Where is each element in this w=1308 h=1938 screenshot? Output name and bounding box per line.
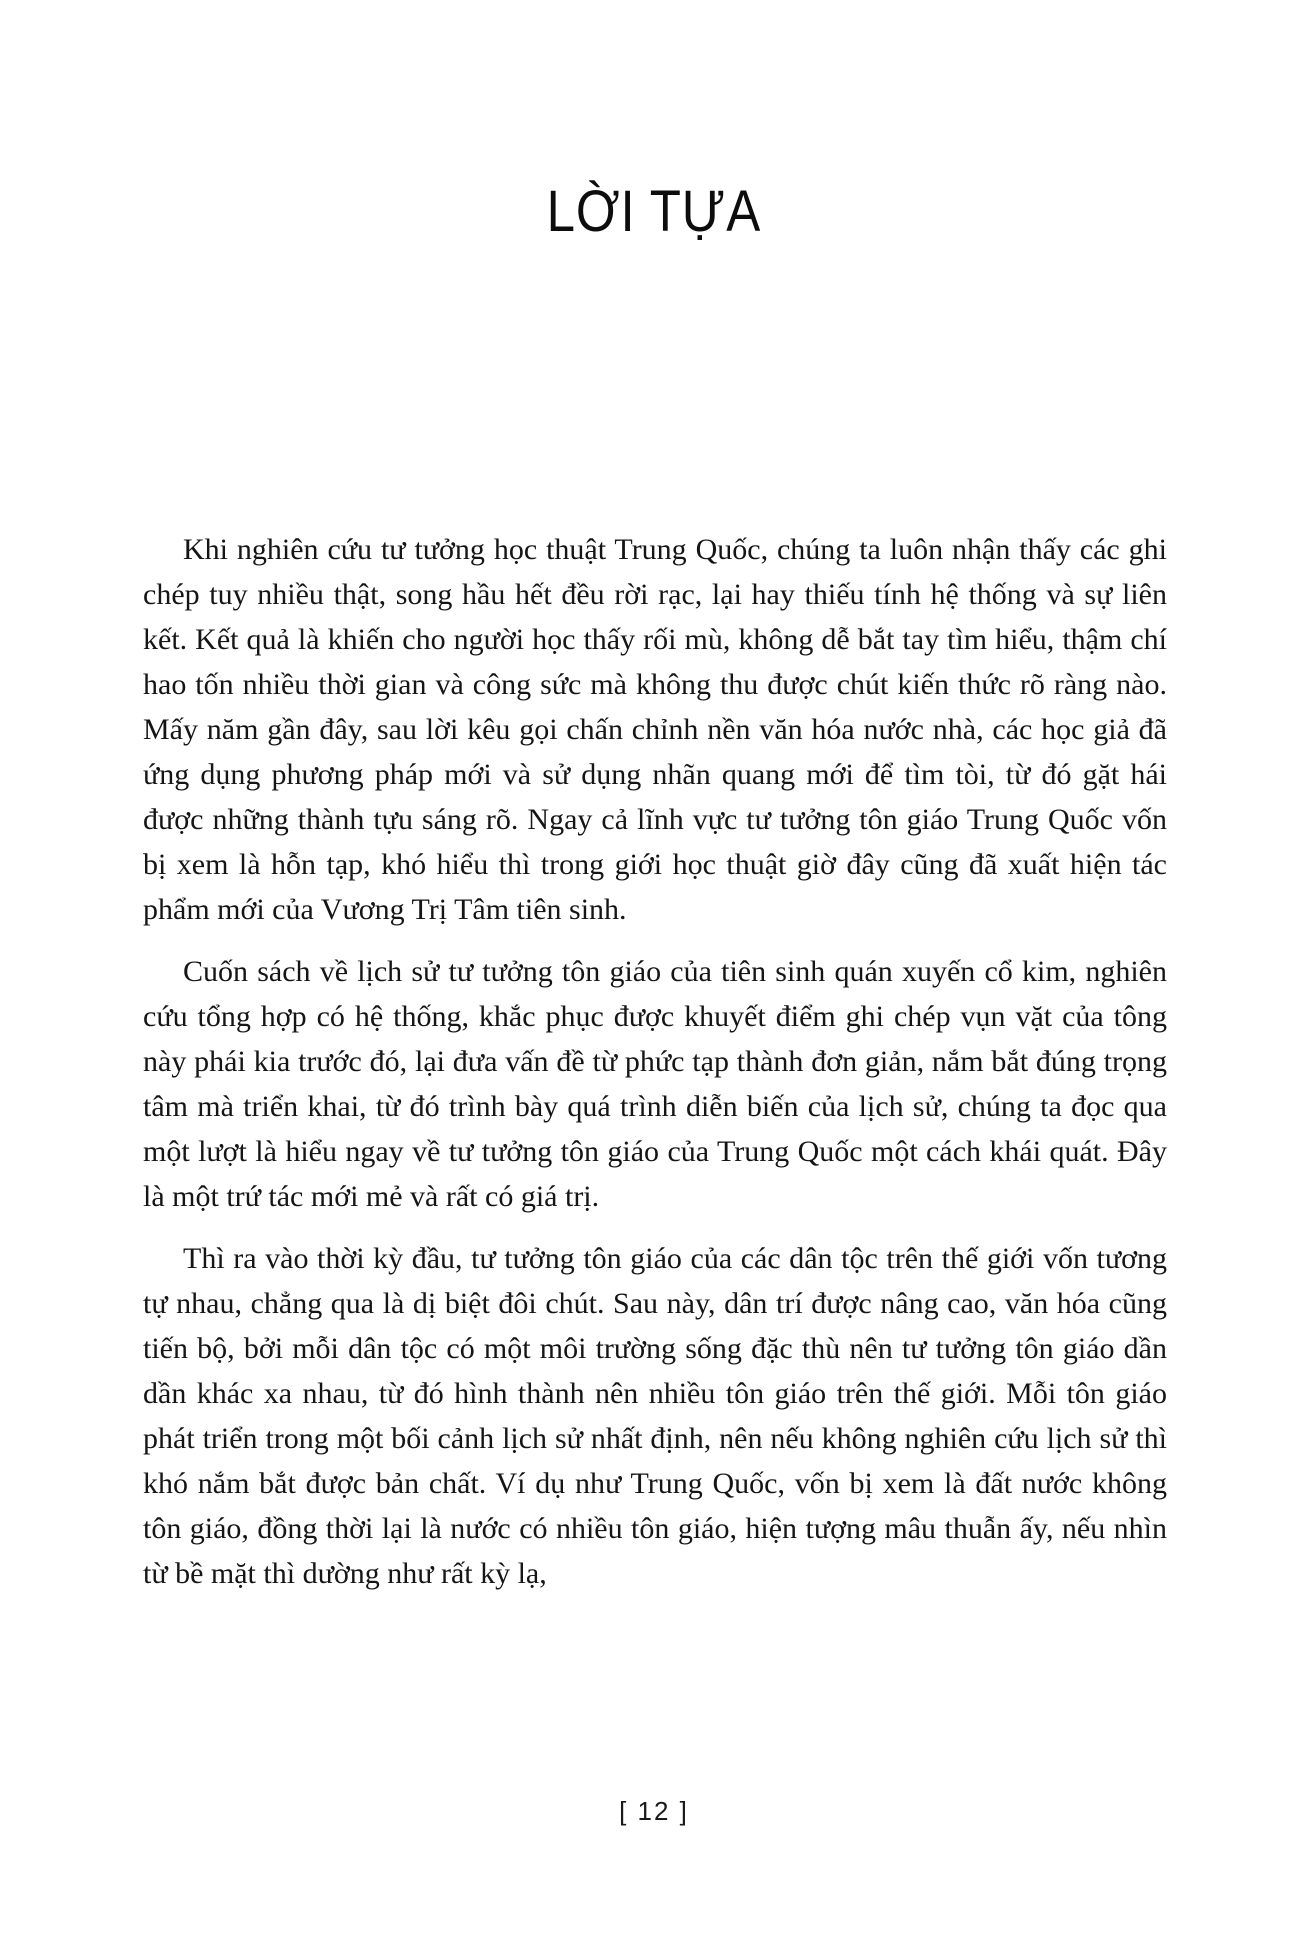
preface-paragraph: Khi nghiên cứu tư tưởng học thuật Trung Quốc, chúng ta luôn nhận thấy các ghi chép tuy nhiều thật, song hầu hết đều rời rạc, lại hay thiếu tính hệ thống và sự liên kết. Kết quả là khiến cho người học thấy rối mù, không dễ bắt tay tìm hiểu, thậm chí hao tốn nhiều thời gian và công sức mà không thu được chút kiến thức rõ ràng nào. Mấy năm gần đây, sau lời kêu gọi chấn chỉnh nền văn hóa nước nhà, các học giả đã ứng dụng phương pháp mới và sử dụng nhãn quang mới để tìm tòi, từ đó gặt hái được những thành tựu sáng rõ. Ngay cả lĩnh vực tư tưởng tôn giáo Trung Quốc vốn bị xem là hỗn tạp, khó hiểu thì trong giới học thuật giờ đây cũng đã xuất hiện tác phẩm mới của Vương Trị Tâm tiên sinh. bbox=[143, 533, 1167, 926]
preface-paragraph: Thì ra vào thời kỳ đầu, tư tưởng tôn giáo của các dân tộc trên thế giới vốn tương tự nhau, chẳng qua là dị biệt đôi chút. Sau này, dân trí được nâng cao, văn hóa cũng tiến bộ, bởi mỗi dân tộc có một môi trường sống đặc thù nên tư tưởng tôn giáo dần dần khác xa nhau, từ đó hình thành nên nhiều tôn giáo trên thế giới. Mỗi tôn giáo phát triển trong một bối cảnh lịch sử nhất định, nên nếu không nghiên cứu lịch sử thì khó nắm bắt được bản chất. Ví dụ như Trung Quốc, vốn bị xem là đất nước không tôn giáo, đồng thời lại là nước có nhiều tôn giáo, hiện tượng mâu thuẫn ấy, nếu nhìn từ bề mặt thì dường như rất kỳ lạ, bbox=[143, 1242, 1167, 1590]
preface-body bbox=[143, 527, 1167, 1613]
preface-paragraph: Cuốn sách về lịch sử tư tưởng tôn giáo của tiên sinh quán xuyến cổ kim, nghiên cứu tổng hợp có hệ thống, khắc phục được khuyết điểm ghi chép vụn vặt của tông này phái kia trước đó, lại đưa vấn đề từ phức tạp thành đơn giản, nắm bắt đúng trọng tâm mà triển khai, từ đó trình bày quá trình diễn biến của lịch sử, chúng ta đọc qua một lượt là hiểu ngay về tư tưởng tôn giáo của Trung Quốc một cách khái quát. Đây là một trứ tác mới mẻ và rất có giá trị. bbox=[143, 955, 1167, 1213]
page-title-text: LỜI TỰA bbox=[546, 179, 762, 244]
page-number: [ 12 ] bbox=[619, 1796, 689, 1826]
page-title bbox=[0, 178, 1308, 245]
